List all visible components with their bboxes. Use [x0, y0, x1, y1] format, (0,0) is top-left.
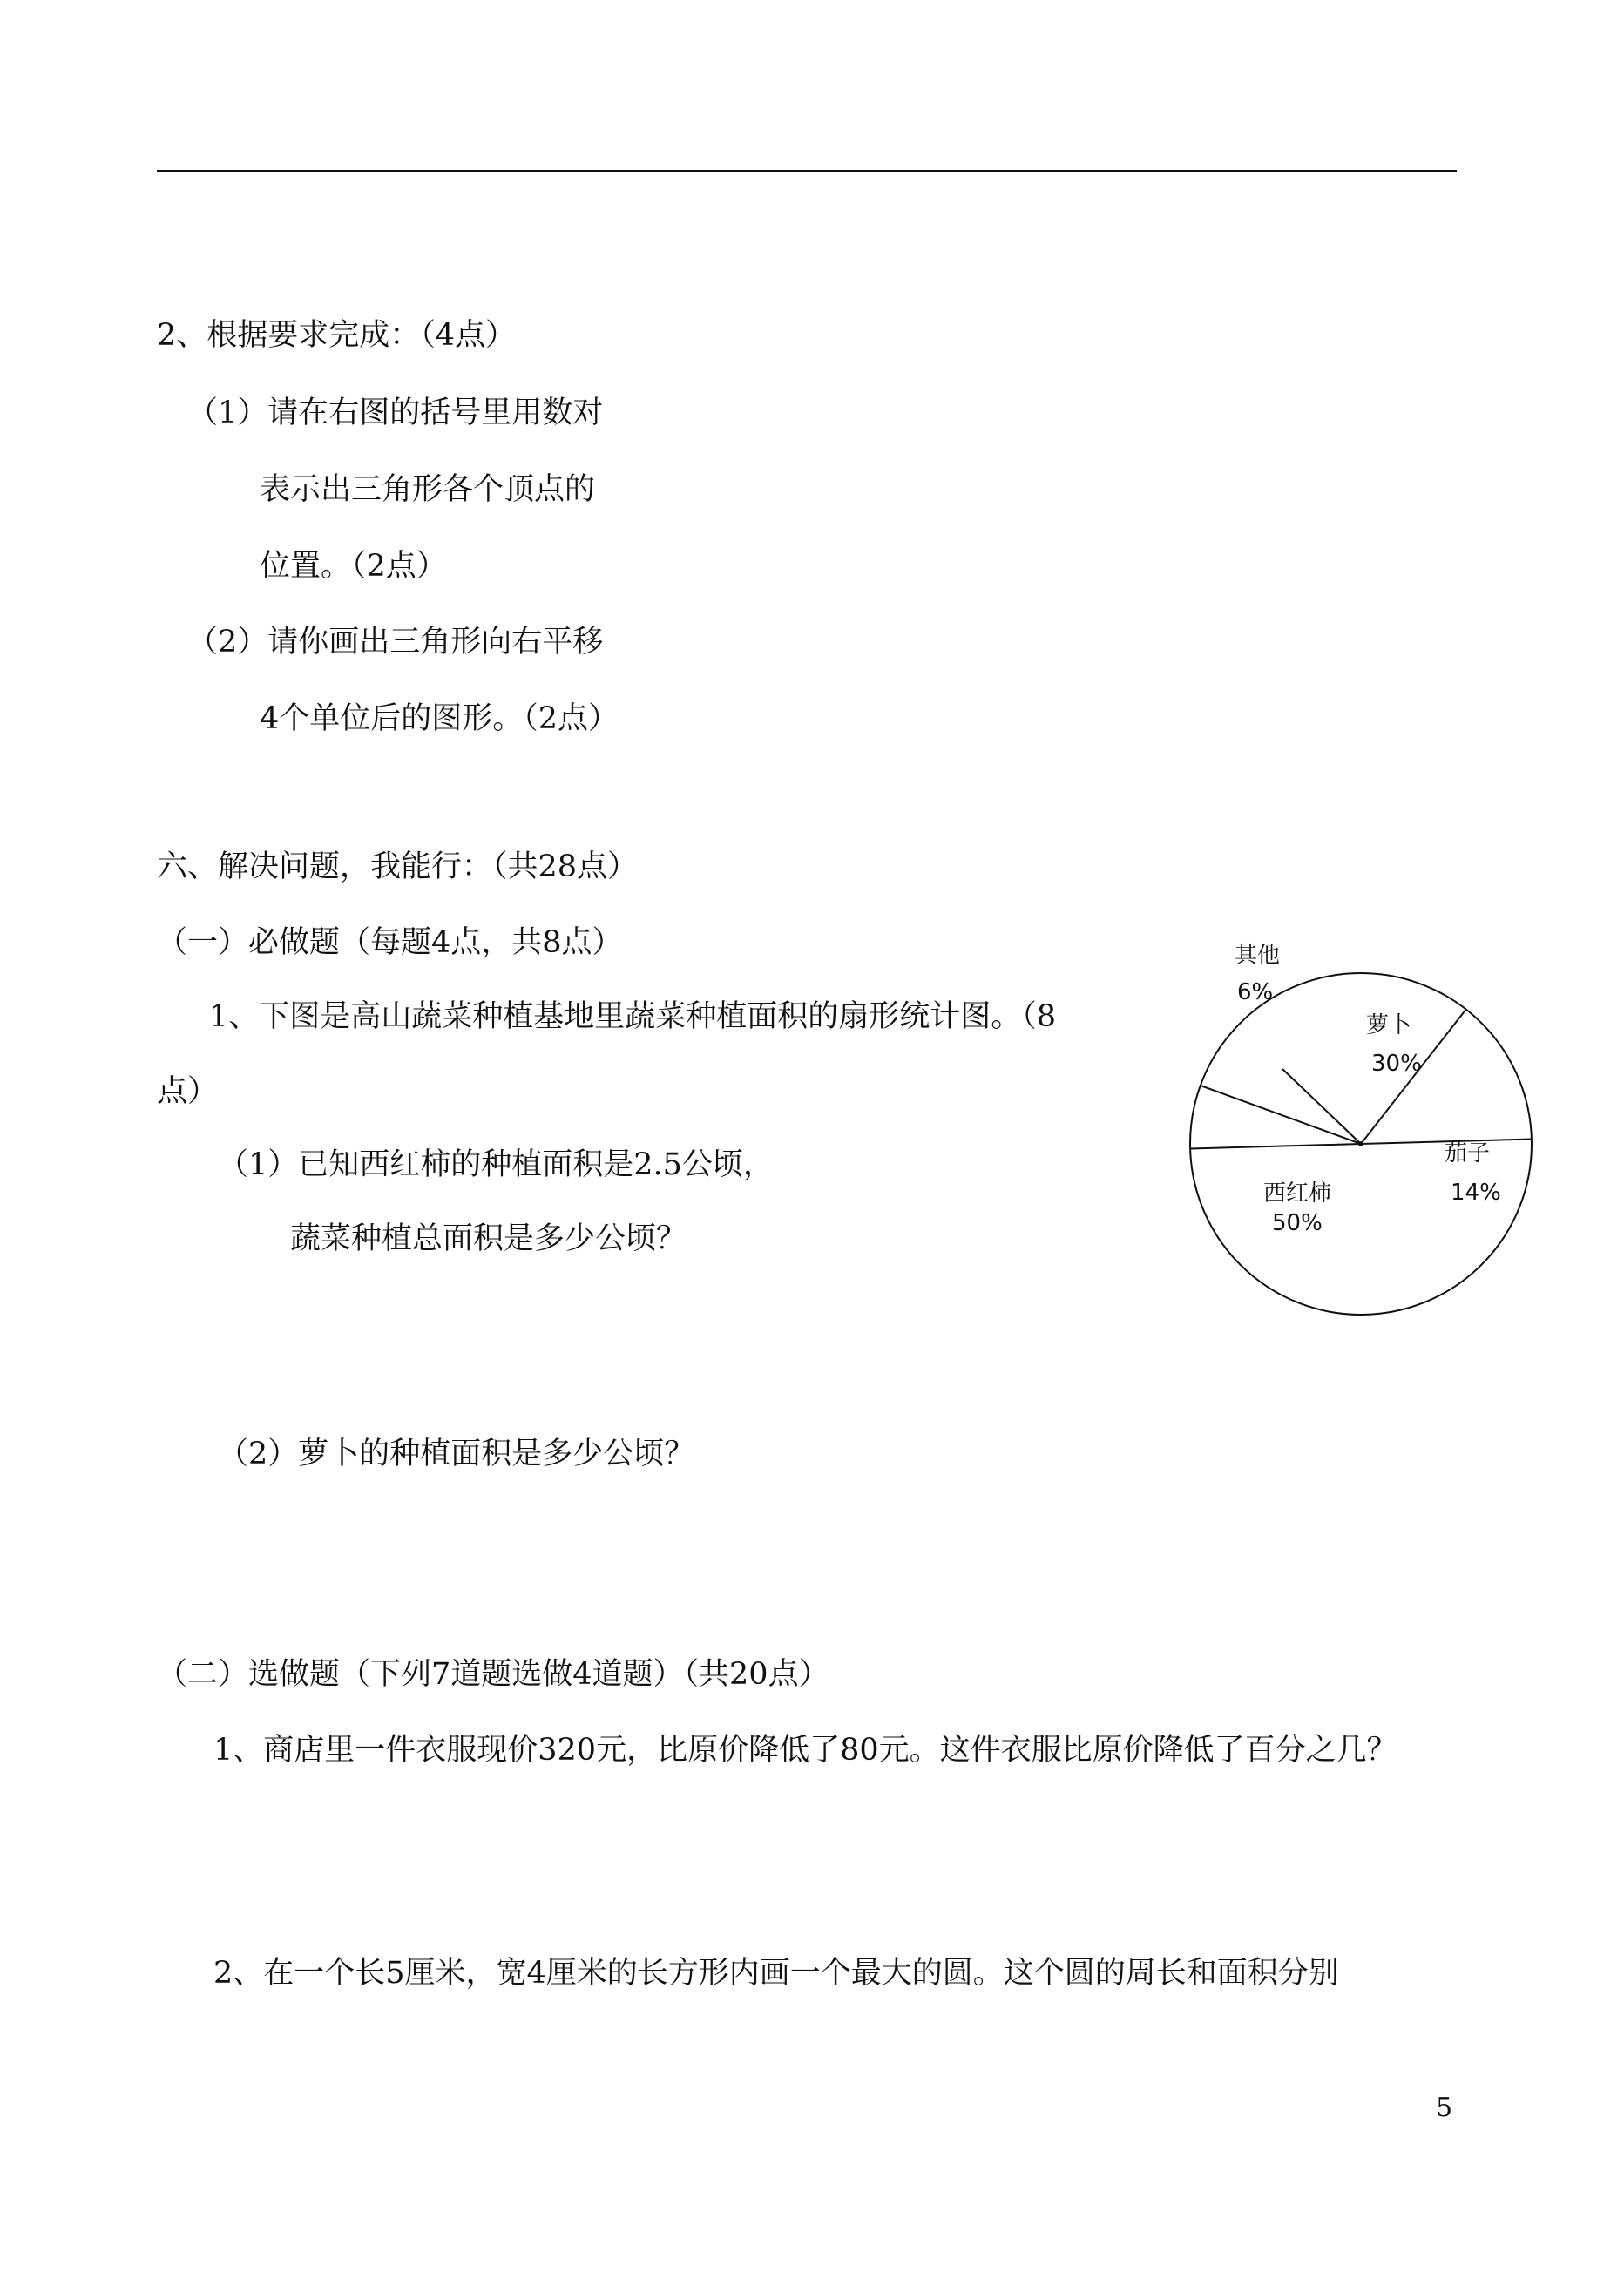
other-percent-label: 6% — [1237, 979, 1274, 1005]
eggplant-category-label: 茄子 — [1445, 1140, 1491, 1167]
question-2-part-2-line-2: 4个单位后的图形。（2点） — [260, 701, 619, 736]
problem-1-part-1-line-1: （1）已知西红柿的种植面积是2.5公顷， — [218, 1147, 774, 1182]
pie-slice-boundary-other — [1190, 1144, 1361, 1149]
problem-1-line-1: 1、下图是高山蔬菜种植基地里蔬菜种植面积的扇形统计图。（8 — [209, 999, 1057, 1034]
tomato-percent-label: 50% — [1272, 1210, 1323, 1236]
problem-1-part-2: （2）萝卜的种植面积是多少公顷？ — [218, 1437, 695, 1471]
question-2-title: 2、根据要求完成：（4点） — [157, 318, 517, 353]
pie-center — [1358, 1141, 1363, 1146]
other-category-label: 其他 — [1235, 943, 1281, 969]
tomato-category-label: 西红柿 — [1263, 1180, 1332, 1207]
vegetable-area-pie-chart — [1185, 919, 1533, 1320]
radish-category-label: 萝卜 — [1366, 1012, 1412, 1038]
question-2-part-2-line-1: （2）请你画出三角形向右平移 — [187, 625, 604, 659]
problem-1-part-1-line-2: 蔬菜种植总面积是多少公顷？ — [290, 1221, 687, 1256]
section-6-title: 六、解决问题，我能行：（共28点） — [157, 849, 639, 884]
question-2-part-1-line-2: 表示出三角形各个顶点的 — [260, 472, 596, 507]
pie-slice-boundary-radish — [1201, 1086, 1361, 1144]
header-rule — [157, 170, 1457, 172]
optional-problem-1: 1、商店里一件衣服现价320元，比原价降低了80元。这件衣服比原价降低了百分之几？ — [213, 1733, 1397, 1768]
other-pointer-line — [1282, 1069, 1361, 1144]
question-2-part-1-line-3: 位置。（2点） — [260, 549, 447, 584]
question-2-part-1-line-1: （1）请在右图的括号里用数对 — [187, 396, 604, 430]
optional-problem-2: 2、在一个长5厘米，宽4厘米的长方形内画一个最大的圆。这个圆的周长和面积分别 — [213, 1956, 1339, 1991]
optional-questions-title: （二）选做题（下列7道题选做4道题）（共20点） — [157, 1657, 829, 1692]
radish-percent-label: 30% — [1371, 1051, 1422, 1077]
problem-1-line-2: 点） — [157, 1074, 219, 1109]
required-questions-title: （一）必做题（每题4点，共8点） — [157, 925, 623, 960]
eggplant-percent-label: 14% — [1451, 1180, 1501, 1206]
page-number: 5 — [1436, 2093, 1453, 2123]
